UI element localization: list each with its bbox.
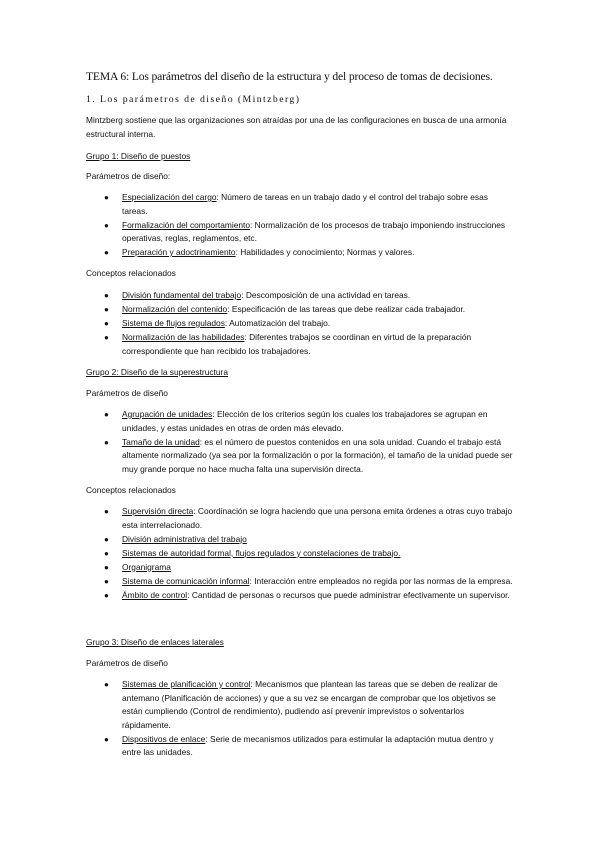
list-item-term: Normalización del contenido [122, 304, 228, 314]
document-title: TEMA 6: Los parámetros del diseño de la estructura y del proceso de tomas de decisiones. [86, 70, 493, 83]
list-item [86, 191, 514, 218]
bullet-icon: ● [104, 291, 109, 300]
list-item-term: Dispositivos de enlace [122, 733, 206, 744]
group2-concepts-list [86, 505, 514, 603]
group3-heading: Grupo 3: Diseño de enlaces laterales [86, 637, 224, 647]
bullet-icon: ● [104, 220, 109, 230]
list-item-separator: : [241, 290, 246, 300]
list-item [86, 436, 514, 477]
bullet-icon: ● [104, 305, 109, 314]
group2-heading: Grupo 2: Diseño de la superestructura [86, 367, 228, 377]
list-item [86, 317, 514, 331]
group2-concepts-label: Conceptos relacionados [86, 485, 176, 495]
list-item-term: Tamaño de la unidad [122, 436, 200, 447]
list-item [86, 289, 514, 303]
list-item-description: Especificación de las tareas que debe realizar cada trabajador. [231, 304, 466, 314]
list-item-description: Automatización del trabajo. [229, 318, 331, 328]
list-item [86, 575, 514, 589]
list-item [86, 505, 514, 532]
list-item-term: Organigrama [122, 561, 171, 572]
list-item [86, 303, 514, 317]
list-item-term: Preparación y adoctrinamiento [122, 247, 236, 257]
list-item-description: Descomposición de una actividad en tareas. [245, 290, 411, 300]
bullet-icon: ● [104, 437, 109, 447]
list-item-description: Serie de mecanismos utilizados para estimular la adaptación mutua dentro y entre las unidades. [122, 733, 494, 757]
list-item-term: Sistema de comunicación informal [122, 575, 250, 586]
intro-paragraph: Mintzberg sostiene que las organizaciones son atraídas por una de las configuraciones en busca de una armonía estructural interna. [86, 115, 507, 139]
bullet-icon: ● [104, 590, 109, 600]
list-item-term: Sistemas de autoridad formal, flujos regulados y constelaciones de trabajo. [122, 547, 401, 558]
group1-params-list [86, 191, 514, 260]
bullet-icon: ● [104, 248, 109, 257]
list-item [86, 561, 514, 575]
list-item-description: Elección de los criterios según los cuales los trabajadores se agrupan en unidades, y estas unidades en otras de orden más elevado. [122, 409, 488, 433]
list-item [86, 408, 514, 435]
list-item-separator: : [250, 219, 255, 230]
list-item [86, 589, 514, 603]
list-item-term: Sistemas de planificación y control [122, 679, 251, 689]
list-item-term: Normalización de las habilidades [122, 332, 245, 342]
list-item-description: Diferentes trabajos se coordinan en virtud de la preparación correspondiente que han recibido los trabajadores. [122, 332, 472, 356]
group1-heading: Grupo 1: Diseño de puestos [86, 151, 191, 161]
bullet-icon: ● [104, 507, 109, 516]
bullet-icon: ● [104, 680, 109, 689]
bullet-icon: ● [104, 562, 109, 572]
list-item-term: Agrupación de unidades [122, 409, 213, 419]
list-item-separator: : [216, 192, 222, 202]
list-item-term: Especialización del cargo [122, 192, 217, 202]
list-item-description: Normalización de los procesos de trabajo imponiendo instrucciones operativas, reglas, reglamentos, etc. [122, 219, 506, 243]
bullet-icon: ● [104, 193, 109, 202]
group2-params-label: Parámetros de diseño [86, 388, 168, 398]
list-item-term: Supervisión directa [122, 506, 194, 516]
list-item-description: es el número de puestos contenidos en una sola unidad. Cuando el trabajo está altamente normalizado (ya sea por la formalización o por la formación), el tamaño de la unidad puede ser muy grande porque no hace mucha falta una supervisión directa. [122, 436, 513, 474]
list-item [86, 219, 514, 246]
list-item-description: Número de tareas en un trabajo dado y el control del trabajo sobre esas tareas. [122, 192, 488, 216]
list-item-term: División administrativa del trabajo [122, 533, 247, 544]
list-item [86, 246, 514, 260]
list-item-term: Formalización del comportamiento [122, 219, 251, 230]
list-item-separator: : [212, 409, 217, 419]
group1-concepts-label: Conceptos relacionados [86, 268, 176, 278]
list-item-separator: : [235, 247, 241, 257]
bullet-icon: ● [104, 319, 109, 328]
list-item-separator: : [224, 318, 230, 328]
bullet-icon: ● [104, 576, 109, 586]
list-item [86, 678, 514, 732]
group3-params-list [86, 678, 514, 760]
group2-params-list [86, 408, 514, 477]
list-item-description: Interacción entre empleados no regida por las normas de la empresa. [254, 575, 513, 586]
list-item-description: Mecanismos que plantean las tareas que se deben de realizar de antemano (Planificación de acciones) y que a su vez se encargan de comprobar que los objetivos se están cumpliendo (Control de rendimiento), pudiendo así prevenir imprevistos o solventarlos rápidamente. [122, 679, 498, 730]
list-item [86, 547, 514, 561]
list-item-separator: : [250, 679, 256, 689]
section-heading: 1. Los parámetros de diseño (Mintzberg) [86, 94, 301, 105]
list-item-description: Cantidad de personas o recursos que puede administrar efectivamente un supervisor. [191, 589, 510, 600]
group1-concepts-list [86, 289, 514, 359]
list-item-term: Ámbito de control [122, 589, 188, 600]
group3-params-label: Parámetros de diseño [86, 658, 168, 668]
list-item-separator: : [187, 589, 192, 600]
bullet-icon: ● [104, 734, 109, 744]
list-item-term: División fundamental del trabajo [122, 290, 242, 300]
list-item [86, 331, 514, 358]
group1-params-label: Parámetros de diseño: [86, 171, 171, 181]
list-item-separator: : [244, 332, 250, 342]
bullet-icon: ● [104, 410, 109, 419]
list-item [86, 533, 514, 547]
list-item-term: Sistema de flujos regulados [122, 318, 225, 328]
list-item [86, 733, 514, 760]
list-item-separator: : [199, 436, 205, 447]
bullet-icon: ● [104, 333, 109, 342]
list-item-separator: : [205, 733, 210, 744]
list-item-separator: : [227, 304, 232, 314]
bullet-icon: ● [104, 548, 109, 558]
list-item-description: Habilidades y conocimiento; Normas y valores. [240, 247, 415, 257]
bullet-icon: ● [104, 534, 109, 544]
list-item-separator: : [249, 575, 255, 586]
list-item-separator: : [193, 506, 198, 516]
list-item-description: Coordinación se logra haciendo que una persona emita órdenes a otras cuyo trabajo esta interrelacionado. [122, 506, 513, 530]
